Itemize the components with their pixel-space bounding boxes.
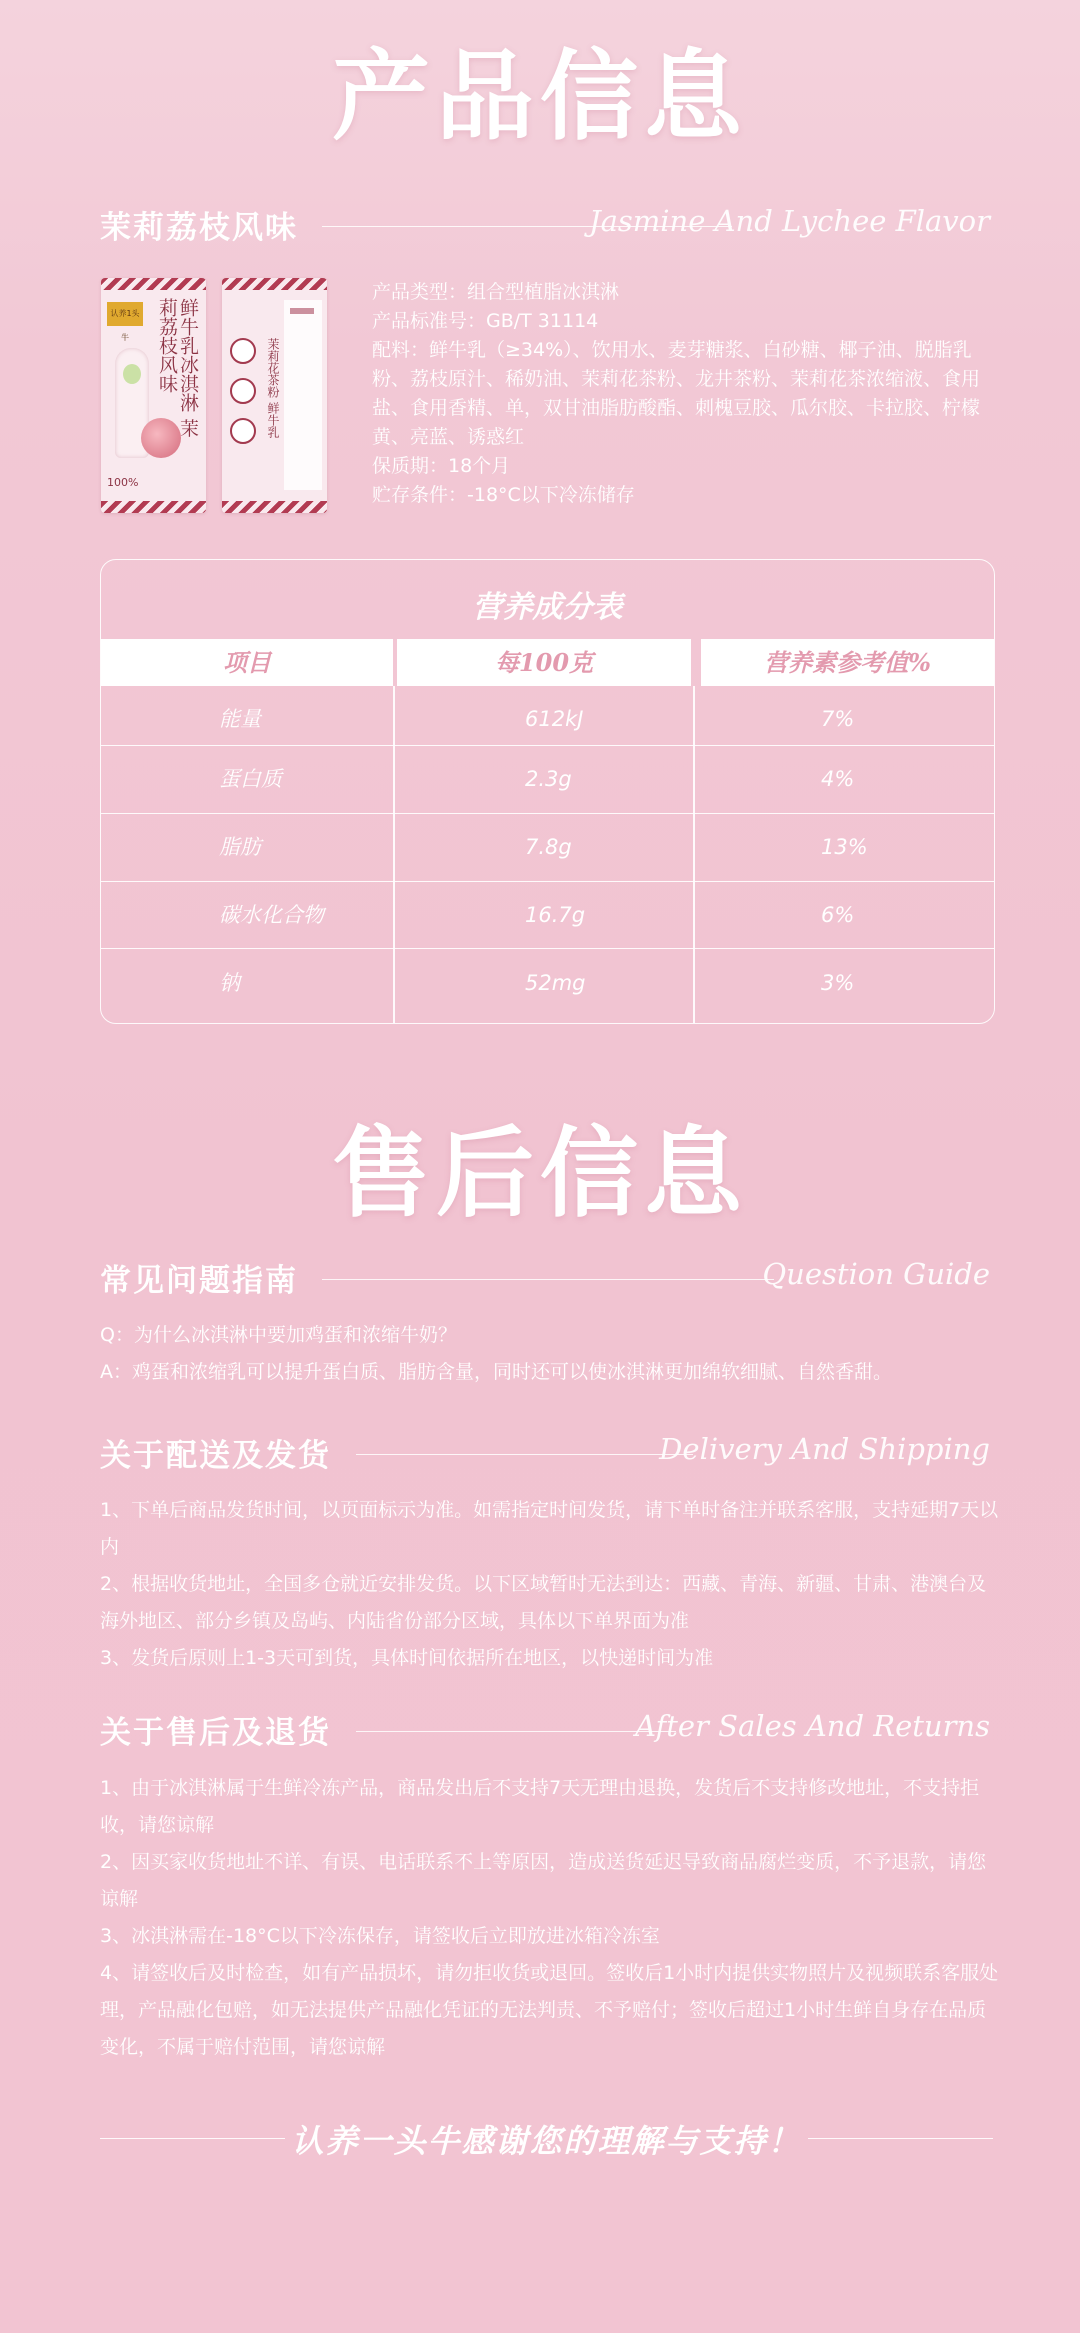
row-item: 能量 (219, 707, 261, 731)
spec-shelf-life: 保质期：18个月 (372, 455, 511, 477)
row-nrv: 7% (821, 707, 855, 731)
faq-question: Q：为什么冰淇淋中要加鸡蛋和浓缩牛奶？ (100, 1324, 457, 1346)
pack-front-text: 鲜牛乳冰淇淋 茉莉荔枝风味 (156, 298, 199, 438)
row-value: 612kJ (525, 707, 584, 731)
row-item: 碳水化合物 (219, 903, 324, 927)
returns-item: 2、因买家收货地址不详、有误、电话联系不上等原因，造成送货延迟导致商品腐烂变质，不予退款，请您谅解 (100, 1851, 987, 1910)
product-info-title: 产品信息 (331, 39, 748, 154)
row-value: 52mg (525, 971, 586, 995)
faq-answer: A：鸡蛋和浓缩乳可以提升蛋白质、脂肪含量，同时还可以使冰淇淋更加绵软细腻、自然香甜。 (100, 1361, 893, 1383)
row-nrv: 4% (821, 767, 855, 791)
row-nrv: 6% (821, 903, 855, 927)
header-per-100g: 每100克 (397, 639, 691, 686)
faq-content (100, 1317, 1000, 1391)
flavor-name-zh: 茉莉荔枝风味 (100, 210, 298, 246)
returns-title-zh: 关于售后及退货 (100, 1715, 331, 1751)
thanks-message: 认养一头牛感谢您的理解与支持！ (291, 2122, 802, 2160)
nutrition-table (100, 559, 995, 1024)
faq-title-en: Question Guide (762, 1257, 990, 1291)
product-image-back (222, 278, 327, 513)
row-value: 7.8g (525, 835, 572, 859)
stripe-decoration (101, 278, 206, 290)
flavor-name-en: Jasmine And Lychee Flavor (588, 204, 990, 238)
spec-storage: 贮存条件：-18°C以下冷冻储存 (372, 484, 635, 506)
returns-section-header (100, 1707, 990, 1757)
returns-content (100, 1770, 1000, 2066)
product-image-front (101, 278, 206, 513)
delivery-item: 1、下单后商品发货时间，以页面标示为准。如需指定时间发货，请下单时备注并联系客服，支持延期7天以内 (100, 1499, 999, 1558)
delivery-section-header (100, 1430, 990, 1480)
table-row (101, 746, 994, 812)
divider-line (356, 1454, 693, 1455)
delivery-content (100, 1492, 1000, 1677)
table-row (101, 882, 994, 948)
after-sales-title: 售后信息 (331, 1116, 748, 1231)
nutrition-table-title: 营养成分表 (472, 590, 623, 625)
table-row (101, 814, 994, 880)
delivery-item: 3、发货后原则上1-3天可到货，具体时间依据所在地区，以快递时间为准 (100, 1647, 714, 1669)
row-value: 2.3g (525, 767, 572, 791)
faq-section-header (100, 1255, 990, 1305)
seal-icon (230, 378, 256, 404)
spec-type: 产品类型：组合型植脂冰淇淋 (372, 281, 620, 303)
seal-icon (230, 338, 256, 364)
pack-back-text: 茉莉花茶粉 鲜牛乳 (266, 338, 280, 438)
header-item: 项目 (101, 639, 393, 686)
row-value: 16.7g (525, 903, 586, 927)
row-item: 钠 (219, 971, 240, 995)
faq-title-zh: 常见问题指南 (100, 1263, 298, 1299)
seal-icon (230, 418, 256, 444)
pack-back-panel (284, 300, 322, 490)
spec-ingredients: 配料：鲜牛乳（≥34%）、饮用水、麦芽糖浆、白砂糖、椰子油、脱脂乳粉、荔枝原汁、稀奶油、茉莉花茶粉、龙井茶粉、茉莉花茶浓缩液、食用盐、食用香精、单，双甘油脂肪酸酯、刺槐豆胶、瓜尔胶、卡拉胶、柠檬黄、亮蓝、诱惑红 (372, 339, 981, 448)
returns-item: 4、请签收后及时检查，如有产品损坏，请勿拒收货或退回。签收后1小时内提供实物照片及视频联系客服处理，产品融化包赔，如无法提供产品融化凭证的无法判责、不予赔付；签收后超过1小时生鲜自身存在品质变化，不属于赔付范围，请您谅解 (100, 1962, 999, 2058)
stripe-decoration (222, 501, 327, 513)
stripe-decoration (222, 278, 327, 290)
row-nrv: 13% (821, 835, 868, 859)
row-divider (101, 948, 994, 949)
table-row (101, 686, 994, 752)
flavor-section-header (100, 202, 990, 252)
returns-title-en: After Sales And Returns (635, 1709, 990, 1743)
delivery-title-en: Delivery And Shipping (659, 1432, 990, 1466)
pack-front-percent: 100% (107, 476, 139, 489)
divider-line (356, 1731, 676, 1732)
product-specs (372, 278, 1000, 510)
header-nrv: 营养素参考值% (701, 639, 994, 686)
divider-line (322, 1279, 774, 1280)
stripe-decoration (101, 501, 206, 513)
row-nrv: 3% (821, 971, 855, 995)
brand-logo: 认养1头牛 (107, 302, 143, 326)
delivery-title-zh: 关于配送及发货 (100, 1438, 331, 1474)
spec-standard: 产品标准号：GB/T 31114 (372, 310, 599, 332)
lychee-graphic (141, 418, 181, 458)
thanks-banner (100, 2108, 993, 2168)
delivery-item: 2、根据收货地址，全国多仓就近安排发货。以下区域暂时无法到达：西藏、青海、新疆、甘肃、港澳台及海外地区、部分乡镇及岛屿、内陆省份部分区域，具体以下单界面为准 (100, 1573, 987, 1632)
row-item: 蛋白质 (219, 767, 282, 791)
returns-item: 3、冰淇淋需在-18°C以下冷冻保存，请签收后立即放进冰箱冷冻室 (100, 1925, 660, 1947)
row-item: 脂肪 (219, 835, 261, 859)
table-row (101, 950, 994, 1016)
returns-item: 1、由于冰淇淋属于生鲜冷冻产品，商品发出后不支持7天无理由退换，发货后不支持修改地址，不支持拒收，请您谅解 (100, 1777, 980, 1836)
